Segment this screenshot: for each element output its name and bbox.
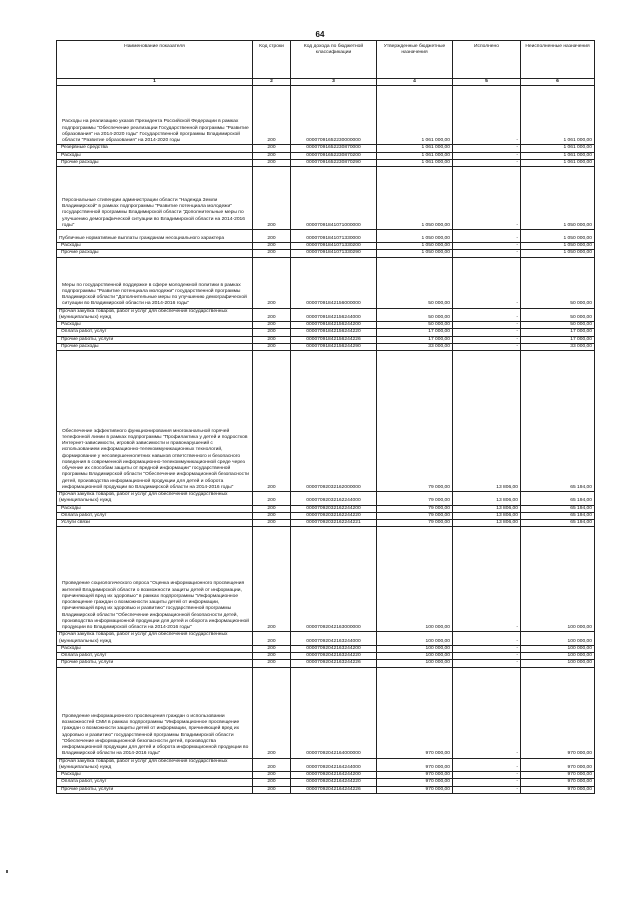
row-name: Прочая закупка товаров, работ и услуг для обеспечения государственных (муниципальных) нужд [57,492,253,506]
row-executed: - [453,786,521,793]
row-executed: - [453,632,521,646]
row-executed: - [453,257,521,308]
table-row [57,660,595,667]
row-approved: 100 000,00 [377,660,453,667]
table-row [57,250,595,257]
row-unexecuted: 100 000,00 [521,632,595,646]
row-approved: 100 000,00 [377,632,453,646]
table-row [57,779,595,786]
table-row [57,322,595,329]
row-kbk: 00007092042164244000 [291,758,377,772]
row-code: 200 [253,660,291,667]
row-name: Прочая закупка товаров, работ и услуг для обеспечения государственных (муниципальных) нужд [57,632,253,646]
row-executed: - [453,243,521,250]
row-name: Оплата работ, услуг [57,512,253,519]
table-row [57,159,595,166]
row-kbk: 00007091842156244220 [291,329,377,336]
row-unexecuted: 970 000,00 [521,758,595,772]
row-code: 200 [253,645,291,652]
row-approved: 1 061 000,00 [377,86,453,145]
row-name: Публичные нормативные выплаты гражданам несоциального характера [57,230,253,243]
row-kbk: 00007091842156244226 [291,336,377,343]
table-row [57,343,595,350]
row-approved: 1 050 000,00 [377,250,453,257]
column-number: 4 [377,79,453,86]
table-row [57,243,595,250]
table-row [57,667,595,758]
row-code: 200 [253,167,291,230]
row-kbk: 00007091652230000000 [291,86,377,145]
row-executed: 13 806,00 [453,492,521,506]
header-kbk: Код дохода по бюджетной классификации [291,41,377,79]
row-executed: - [453,230,521,243]
row-name: Прочие работы, услуги [57,786,253,793]
table-row [57,505,595,512]
row-unexecuted: 970 000,00 [521,667,595,758]
row-name: Обеспечение эффективного функционирования многоканальной горячей телефонной линии в рамках подпрограммы "Профилактика у детей и подростков Интернет-зависимости, игровой зависимости и правонарушений с использованием информационно-телекоммуникационных технологий, формирование у несовершеннолетних навыков ответственного и безопасного поведения в современной информационно-телекоммуникационной среде через обучение их способам защиты от вредной информации" государственной программы Владимирской области "Обеспечение информационной безопасности детей, производства информационной продукции для детей и оборота информационной продукции во Владимирской области на 2014-2016 годы" [57,351,253,492]
row-kbk: 00007092042163244200 [291,645,377,652]
row-name: Проведение социологического опроса "Оценка информационного просвещения жителей Владимирской области о возможности защиты детей от информации, причиняющей вред их здоровью" в рамках подпрограммы "Информационное просвещение граждан о возможности защиты детей от информации, причиняющей вред их здоровью и развитию" государственной программы Владимирской области "Обеспечение информационной безопасности детей, производства информационной продукции для детей и оборота информационной продукции во Владимирской области на 2014-2016 годы" [57,527,253,632]
row-executed: - [453,308,521,322]
row-code: 200 [253,520,291,527]
row-code: 200 [253,329,291,336]
row-name: Расходы [57,505,253,512]
row-code: 200 [253,653,291,660]
row-name: Прочие расходы [57,343,253,350]
row-kbk: 00007092032162000000 [291,351,377,492]
row-approved: 970 000,00 [377,667,453,758]
row-kbk: 00007091842156000000 [291,257,377,308]
row-kbk: 00007091842156244200 [291,322,377,329]
row-approved: 79 000,00 [377,520,453,527]
budget-execution-table [56,40,595,794]
header-approved: Утвержденные бюджетные назначения [377,41,453,79]
row-unexecuted: 50 000,00 [521,257,595,308]
row-executed: - [453,660,521,667]
row-executed: - [453,152,521,159]
row-unexecuted: 65 194,00 [521,520,595,527]
row-code: 200 [253,159,291,166]
row-approved: 100 000,00 [377,653,453,660]
row-approved: 79 000,00 [377,351,453,492]
row-executed: - [453,322,521,329]
table-row [57,257,595,308]
row-approved: 33 000,00 [377,343,453,350]
row-kbk: 00007091652230870290 [291,159,377,166]
row-code: 200 [253,343,291,350]
row-name: Прочие работы, услуги [57,660,253,667]
row-approved: 50 000,00 [377,257,453,308]
row-name: Расходы [57,772,253,779]
row-kbk: 00007092032162244200 [291,505,377,512]
row-code: 200 [253,492,291,506]
row-name: Расходы [57,322,253,329]
row-code: 200 [253,250,291,257]
row-code: 200 [253,152,291,159]
row-unexecuted: 50 000,00 [521,322,595,329]
row-name: Расходы [57,645,253,652]
row-kbk: 00007092042164000000 [291,667,377,758]
row-kbk: 00007091652230870000 [291,145,377,152]
row-unexecuted: 970 000,00 [521,779,595,786]
row-unexecuted: 1 061 000,00 [521,152,595,159]
table-row [57,653,595,660]
row-executed: - [453,667,521,758]
row-kbk: 00007091841071000000 [291,167,377,230]
row-name: Прочие расходы [57,250,253,257]
row-kbk: 00007092042163000000 [291,527,377,632]
table-row [57,336,595,343]
row-approved: 17 000,00 [377,329,453,336]
table-row [57,152,595,159]
row-name: Расходы [57,243,253,250]
row-executed: - [453,527,521,632]
page-number: 64 [315,30,325,39]
row-name: Оплата работ, услуг [57,329,253,336]
row-approved: 79 000,00 [377,492,453,506]
row-code: 200 [253,779,291,786]
row-code: 200 [253,527,291,632]
row-unexecuted: 65 194,00 [521,492,595,506]
column-number: 3 [291,79,377,86]
row-name: Прочая закупка товаров, работ и услуг для обеспечения государственных (муниципальных) нужд [57,308,253,322]
row-unexecuted: 100 000,00 [521,527,595,632]
row-name: Резервные средства [57,145,253,152]
table-row [57,772,595,779]
row-unexecuted: 50 000,00 [521,308,595,322]
row-approved: 970 000,00 [377,786,453,793]
row-executed: 13 806,00 [453,505,521,512]
row-approved: 1 050 000,00 [377,167,453,230]
row-approved: 79 000,00 [377,505,453,512]
table-row [57,520,595,527]
row-approved: 79 000,00 [377,512,453,519]
row-kbk: 00007092042164244226 [291,786,377,793]
row-executed: 13 806,00 [453,512,521,519]
header-name: Наименование показателя [57,41,253,79]
row-executed: - [453,336,521,343]
row-kbk: 00007092042164244220 [291,779,377,786]
row-approved: 100 000,00 [377,527,453,632]
header-unexecuted: Неисполненные назначения [521,41,595,79]
row-code: 200 [253,512,291,519]
column-number: 2 [253,79,291,86]
table-row [57,492,595,506]
row-approved: 1 050 000,00 [377,243,453,250]
table-row [57,632,595,646]
row-approved: 970 000,00 [377,779,453,786]
row-approved: 970 000,00 [377,758,453,772]
row-unexecuted: 17 000,00 [521,329,595,336]
row-unexecuted: 33 000,00 [521,343,595,350]
row-executed: - [453,645,521,652]
row-executed: - [453,145,521,152]
row-code: 200 [253,257,291,308]
table-row [57,167,595,230]
row-unexecuted: 65 194,00 [521,351,595,492]
row-unexecuted: 1 050 000,00 [521,243,595,250]
row-code: 200 [253,308,291,322]
table-row [57,512,595,519]
row-executed: - [453,758,521,772]
row-unexecuted: 1 061 000,00 [521,86,595,145]
row-executed: - [453,772,521,779]
row-name: Услуги связи [57,520,253,527]
row-approved: 1 061 000,00 [377,152,453,159]
row-unexecuted: 65 194,00 [521,512,595,519]
header-code-row: Код строки [253,41,291,79]
row-code: 200 [253,243,291,250]
table-body [57,86,595,794]
row-approved: 1 050 000,00 [377,230,453,243]
row-unexecuted: 65 194,00 [521,505,595,512]
row-code: 200 [253,758,291,772]
column-number-row [57,79,595,86]
row-name: Расходы на реализацию указов Президента Российской Федерации в рамках подпрограммы "Обеспечение реализации Государственной программы "Развитие образования" на 2014-2020 годы" Государственной программы Владимирской области "Развитие образования" на 2014-2020 годы [57,86,253,145]
table-row [57,786,595,793]
row-unexecuted: 1 050 000,00 [521,250,595,257]
row-kbk: 00007091841071330000 [291,230,377,243]
column-number: 1 [57,79,253,86]
row-executed: 13 806,00 [453,351,521,492]
row-kbk: 00007091842156244290 [291,343,377,350]
row-kbk: 00007091841071330200 [291,243,377,250]
row-kbk: 00007091842156244000 [291,308,377,322]
row-code: 200 [253,322,291,329]
row-unexecuted: 100 000,00 [521,645,595,652]
row-name: Прочие работы, услуги [57,336,253,343]
row-name: Меры по государственной поддержке в сфере молодежной политики в рамках подпрограммы "Развитие потенциала молодежи" государственной программы Владимирской области "Дополнительные меры по улучшению демографической ситуации во Владимирской области на 2014-2016 годы" [57,257,253,308]
column-number: 5 [453,79,521,86]
row-name: Расходы [57,152,253,159]
table-row [57,645,595,652]
row-name: Прочие расходы [57,159,253,166]
row-kbk: 00007092042163244226 [291,660,377,667]
row-approved: 1 061 000,00 [377,159,453,166]
row-kbk: 00007091841071330290 [291,250,377,257]
table-row [57,308,595,322]
row-approved: 100 000,00 [377,645,453,652]
table-row [57,86,595,145]
row-code: 200 [253,336,291,343]
row-unexecuted: 970 000,00 [521,786,595,793]
row-kbk: 00007092032162244221 [291,520,377,527]
row-code: 200 [253,145,291,152]
row-kbk: 00007092042163244220 [291,653,377,660]
row-executed: - [453,250,521,257]
row-name: Проведение информационного просвещения граждан о использовании возможностей СМИ в рамках подпрограммы "Информационное просвещение граждан о возможности защиты детей от информации, причиняющей вред их здоровью и развитию" государственной программы Владимирской области "Обеспечение информационной безопасности детей, производства информационной продукции для детей и оборота информационной продукции во Владимирской области на 2014-2016 годы" [57,667,253,758]
row-name: Прочая закупка товаров, работ и услуг для обеспечения государственных (муниципальных) нужд [57,758,253,772]
row-approved: 17 000,00 [377,336,453,343]
row-code: 200 [253,505,291,512]
table-header-row [57,41,595,79]
row-code: 200 [253,86,291,145]
header-executed: Исполнено [453,41,521,79]
row-unexecuted: 1 050 000,00 [521,167,595,230]
row-code: 200 [253,772,291,779]
row-kbk: 00007092042164244200 [291,772,377,779]
row-kbk: 00007092042163244000 [291,632,377,646]
table-row [57,230,595,243]
row-kbk: 00007092032162244000 [291,492,377,506]
row-kbk: 00007091652230870200 [291,152,377,159]
row-executed: - [453,343,521,350]
column-number: 6 [521,79,595,86]
scan-mark [6,870,8,873]
row-unexecuted: 1 061 000,00 [521,159,595,166]
row-name: Оплата работ, услуг [57,653,253,660]
table-row [57,145,595,152]
row-approved: 1 061 000,00 [377,145,453,152]
row-code: 200 [253,786,291,793]
row-unexecuted: 17 000,00 [521,336,595,343]
row-code: 200 [253,632,291,646]
row-executed: 13 806,00 [453,520,521,527]
row-code: 200 [253,351,291,492]
row-unexecuted: 1 050 000,00 [521,230,595,243]
row-executed: - [453,86,521,145]
row-executed: - [453,167,521,230]
table-row [57,351,595,492]
row-approved: 50 000,00 [377,322,453,329]
row-code: 200 [253,230,291,243]
row-name: Оплата работ, услуг [57,779,253,786]
row-executed: - [453,779,521,786]
row-approved: 970 000,00 [377,772,453,779]
row-unexecuted: 100 000,00 [521,660,595,667]
row-name: Персональные стипендии администрации области "Надежда Земли Владимирской" в рамках подпрограммы "Развитие потенциала молодежи" государственной программы Владимирской области "Дополнительные меры по улучшению демографической ситуации во Владимирской области на 2014-2016 годы" [57,167,253,230]
table-row [57,758,595,772]
row-executed: - [453,653,521,660]
row-executed: - [453,159,521,166]
row-approved: 50 000,00 [377,308,453,322]
row-unexecuted: 100 000,00 [521,653,595,660]
row-unexecuted: 1 061 000,00 [521,145,595,152]
row-kbk: 00007092032162244220 [291,512,377,519]
table-row [57,527,595,632]
row-executed: - [453,329,521,336]
row-unexecuted: 970 000,00 [521,772,595,779]
table-row [57,329,595,336]
row-code: 200 [253,667,291,758]
